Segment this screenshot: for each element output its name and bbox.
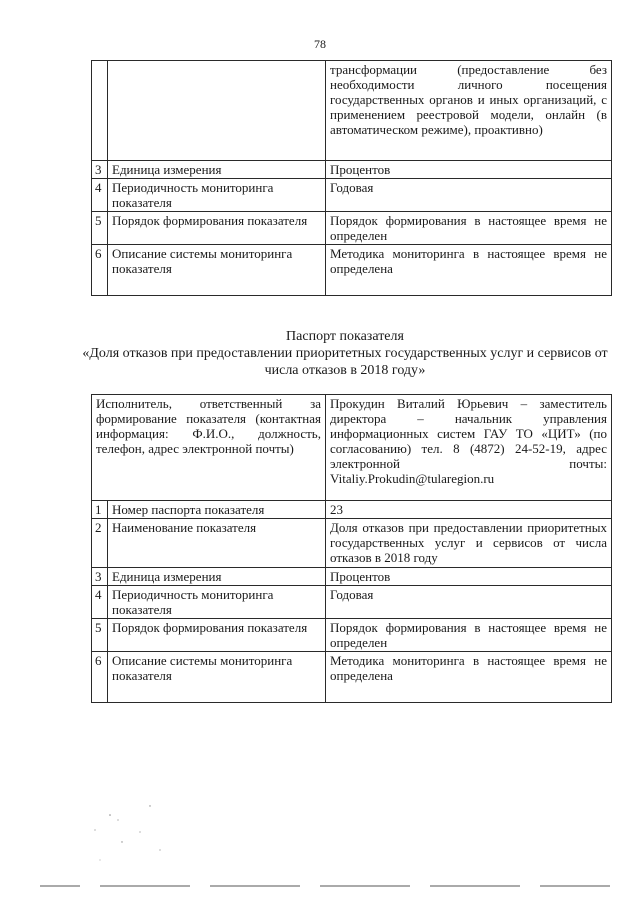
row-value-cell: Доля отказов при предоставлении приоритетных государственных услуг и сервисов от числа отказов в 2018 году bbox=[326, 519, 612, 568]
row-label-cell: Описание системы мониторинга показателя bbox=[108, 245, 326, 296]
row-value-cell: Годовая bbox=[326, 586, 612, 619]
row-label-cell: Номер паспорта показателя bbox=[108, 501, 326, 519]
row-value-cell: трансформации (предоставление без необходимости личного посещения государственных органов и иных организаций, с применением реестровой модели, онлайн (в автоматическом режиме), проактивно) bbox=[326, 61, 612, 161]
passport-title: Паспорт показателя bbox=[286, 329, 404, 344]
row-label-cell: Наименование показателя bbox=[108, 519, 326, 568]
row-number-cell: 3 bbox=[92, 161, 108, 179]
row-number-cell: 4 bbox=[92, 179, 108, 212]
row-label-cell: Периодичность мониторинга показателя bbox=[108, 586, 326, 619]
row-label-cell: Порядок формирования показателя bbox=[108, 619, 326, 652]
row-value-cell: Процентов bbox=[326, 568, 612, 586]
row-label-cell: Единица измерения bbox=[108, 161, 326, 179]
row-label-cell: Периодичность мониторинга показателя bbox=[108, 179, 326, 212]
row-value-cell: Годовая bbox=[326, 179, 612, 212]
row-label-cell: Единица измерения bbox=[108, 568, 326, 586]
passport-subtitle: «Доля отказов при предоставлении приоритетных государственных услуг и сервисов от числа отказов в 2018 году» bbox=[82, 346, 608, 378]
row-number-cell: 1 bbox=[92, 501, 108, 519]
executor-value-cell: Прокудин Виталий Юрьевич – заместитель директора – начальник управления информационных систем ГАУ ТО «ЦИТ» (по согласованию) тел. 8 (4872) 24-52-19, адрес электронной почты: Vitaliy.Prokudin@tularegion.ru bbox=[326, 395, 612, 501]
row-value-cell: Методика мониторинга в настоящее время не определена bbox=[326, 652, 612, 703]
row-number-cell: 5 bbox=[92, 619, 108, 652]
row-number-cell: 2 bbox=[92, 519, 108, 568]
executor-label-cell: Исполнитель, ответственный за формирование показателя (контактная информация: Ф.И.О., должность, телефон, адрес электронной почты) bbox=[92, 395, 326, 501]
page-number: 78 bbox=[314, 37, 326, 51]
row-number-cell: 6 bbox=[92, 245, 108, 296]
row-value-cell: Процентов bbox=[326, 161, 612, 179]
row-number-cell: 5 bbox=[92, 212, 108, 245]
row-label-cell: Порядок формирования показателя bbox=[108, 212, 326, 245]
row-value-cell: 23 bbox=[326, 501, 612, 519]
row-label-cell: Описание системы мониторинга показателя bbox=[108, 652, 326, 703]
row-number-cell: 6 bbox=[92, 652, 108, 703]
row-value-cell: Порядок формирования в настоящее время не определен bbox=[326, 619, 612, 652]
row-value-cell: Порядок формирования в настоящее время не определен bbox=[326, 212, 612, 245]
row-value-cell: Методика мониторинга в настоящее время не определена bbox=[326, 245, 612, 296]
row-number-cell: 4 bbox=[92, 586, 108, 619]
row-number-cell: 3 bbox=[92, 568, 108, 586]
